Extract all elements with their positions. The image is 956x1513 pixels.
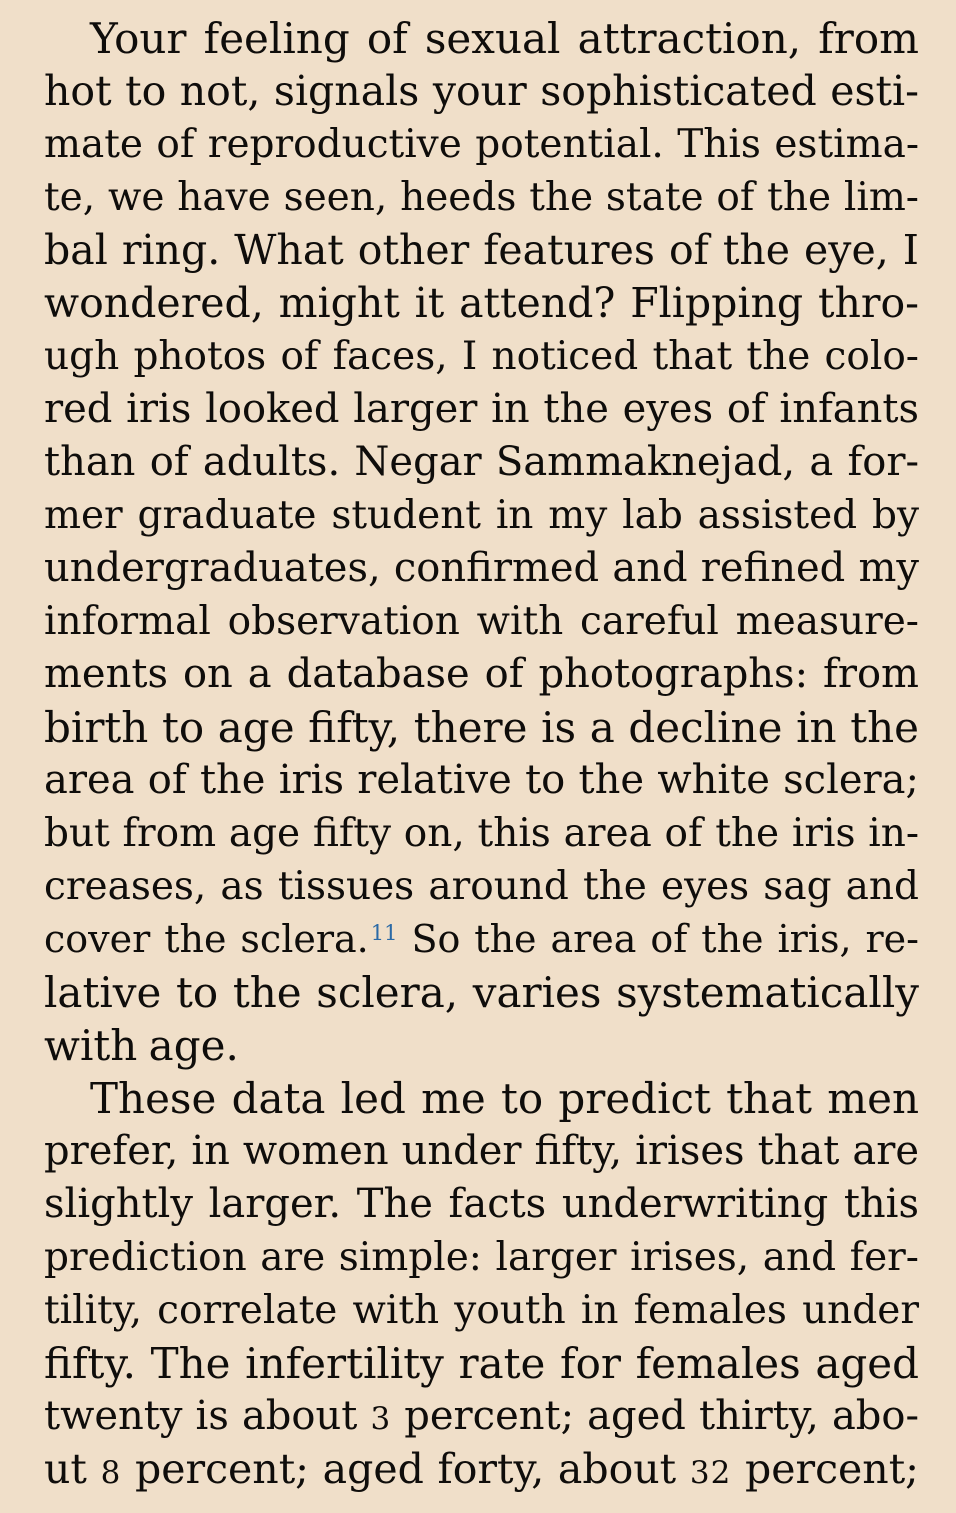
- footnote-reference-link[interactable]: 11: [370, 921, 398, 945]
- text-segment: percent;: [731, 1445, 919, 1493]
- text-segment: cover the sclera.: [44, 917, 369, 961]
- text-line: creases, as tissues around the eyes sag and: [44, 864, 919, 909]
- text-segment: ut: [44, 1445, 101, 1493]
- text-line: but from age fifty on, this area of the iris in-: [44, 811, 919, 856]
- text-line: with age.: [44, 1021, 239, 1070]
- text-line: informal observation with careful measure-: [44, 599, 919, 644]
- text-line: undergraduates, confirmed and refined my: [44, 545, 919, 591]
- number-value: 8: [100, 1455, 122, 1491]
- text-line: birth to age fifty, there is a decline in the: [44, 703, 919, 752]
- text-line: wondered, might it attend? Flipping thro-: [44, 279, 919, 327]
- text-line: te, we have seen, heeds the state of the lim-: [44, 175, 919, 220]
- text-line: tility, correlate with youth in females under: [44, 1288, 919, 1333]
- text-line: red iris looked larger in the eyes of infants: [44, 386, 919, 432]
- text-segment: So the area of the iris, re-: [397, 917, 919, 961]
- text-line: ugh photos of faces, I noticed that the colo-: [44, 334, 919, 379]
- text-line: area of the iris relative to the white sclera;: [44, 757, 919, 803]
- text-line: hot to not, signals your sophisticated esti-: [44, 67, 919, 115]
- text-line: mate of reproductive potential. This estima-: [44, 122, 919, 167]
- text-line-with-footnote: [44, 913, 919, 966]
- text-line: fifty. The infertility rate for females aged: [44, 1339, 919, 1388]
- text-segment: percent; aged thirty, abo-: [391, 1393, 919, 1439]
- text-line: prefer, in women under fifty, irises that are: [44, 1128, 919, 1174]
- text-line: prediction are simple: larger irises, and fer-: [44, 1235, 919, 1280]
- text-segment: percent; aged forty, about: [121, 1445, 690, 1493]
- number-value: 32: [689, 1455, 732, 1491]
- text-line: lative to the sclera, varies systematically: [44, 968, 919, 1017]
- text-line: slightly larger. The facts underwriting this: [44, 1181, 919, 1227]
- text-line: mer graduate student in my lab assisted by: [44, 493, 919, 538]
- number-value: 3: [370, 1401, 392, 1437]
- text-line: bal ring. What other features of the eye, I: [44, 226, 919, 274]
- text-line: Your feeling of sexual attraction, from: [90, 14, 919, 63]
- text-line: These data led me to predict that men: [90, 1074, 919, 1123]
- text-line: ments on a database of photographs: from: [44, 651, 919, 697]
- text-line: [44, 1390, 919, 1443]
- text-line: than of adults. Negar Sammaknejad, a for-: [44, 439, 919, 485]
- text-segment: twenty is about: [44, 1393, 371, 1439]
- body-text: [44, 12, 919, 1496]
- text-line: [44, 1443, 919, 1496]
